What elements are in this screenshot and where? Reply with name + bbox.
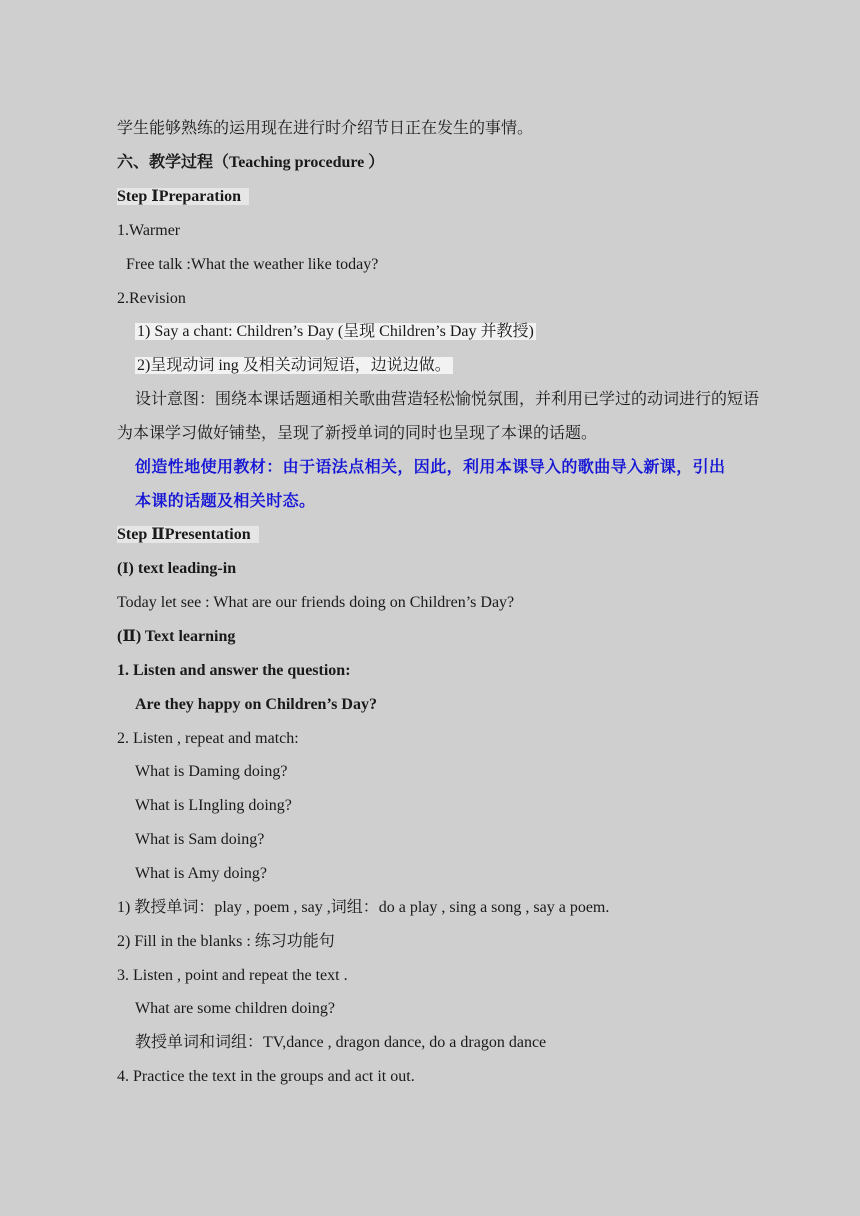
free-talk-line: Free talk :What the weather like today? xyxy=(126,256,379,273)
question-2-c: What is Sam doing? xyxy=(135,831,265,848)
question-3: 3. Listen , point and repeat the text . xyxy=(117,967,348,984)
question-2-d: What is Amy doing? xyxy=(135,865,267,882)
question-2: 2. Listen , repeat and match: xyxy=(117,730,299,747)
revision-line: 2.Revision xyxy=(117,290,186,307)
warmer-line: 1.Warmer xyxy=(117,222,181,239)
step2-heading xyxy=(117,524,259,546)
creative-line-1: 创造性地使用教材：由于语法点相关，因此，利用本课导入的歌曲导入新课，引出 xyxy=(135,459,726,476)
question-3-sub: What are some children doing? xyxy=(135,1000,335,1017)
section-heading: 六、教学过程（Teaching procedure ） xyxy=(117,154,385,171)
question-2-a: What is Daming doing? xyxy=(135,763,288,780)
design-intent-text: 设计意图：围绕本课话题通相关歌曲营造轻松愉悦氛围，并利用已学过的动词进行的短语为本课学习做好铺垫，呈现了新授单词的同时也呈现了本课的话题。 xyxy=(117,391,760,442)
step2-label: Step ⅡPresentation xyxy=(117,526,259,543)
revision-item-1-text: 1) Say a chant: Children’s Day (呈现 Children’s Day 并教授) xyxy=(137,323,534,340)
intro-line: 学生能够熟练的运用现在进行时介绍节日正在发生的事情。 xyxy=(117,120,534,137)
revision-item-1 xyxy=(135,321,536,343)
creative-line-2: 本课的话题及相关时态。 xyxy=(135,493,316,510)
fill-blanks-line: 2) Fill in the blanks : 练习功能句 xyxy=(117,933,335,950)
text-learning-heading: (Ⅱ) Text learning xyxy=(117,628,236,645)
question-1-sub: Are they happy on Children’s Day? xyxy=(135,696,377,713)
question-1: 1. Listen and answer the question: xyxy=(117,662,351,679)
design-intent-paragraph xyxy=(117,383,767,451)
step1-heading xyxy=(117,186,249,208)
question-4: 4. Practice the text in the groups and act it out. xyxy=(117,1068,415,1085)
today-line: Today let see : What are our friends doing on Children’s Day? xyxy=(117,594,515,611)
revision-item-2 xyxy=(135,355,453,377)
teach-words-2: 教授单词和词组：TV,dance , dragon dance, do a dragon dance xyxy=(135,1034,547,1051)
teach-words-1: 1) 教授单词：play , poem , say ,词组：do a play , sing a song , say a poem. xyxy=(117,899,610,916)
revision-item-2-text: 2)呈现动词 ing 及相关动词短语，边说边做。 xyxy=(137,357,451,374)
leading-in-heading: (I) text leading-in xyxy=(117,560,237,577)
question-2-b: What is LIngling doing? xyxy=(135,797,292,814)
step1-label: Step ⅠPreparation xyxy=(117,188,249,205)
